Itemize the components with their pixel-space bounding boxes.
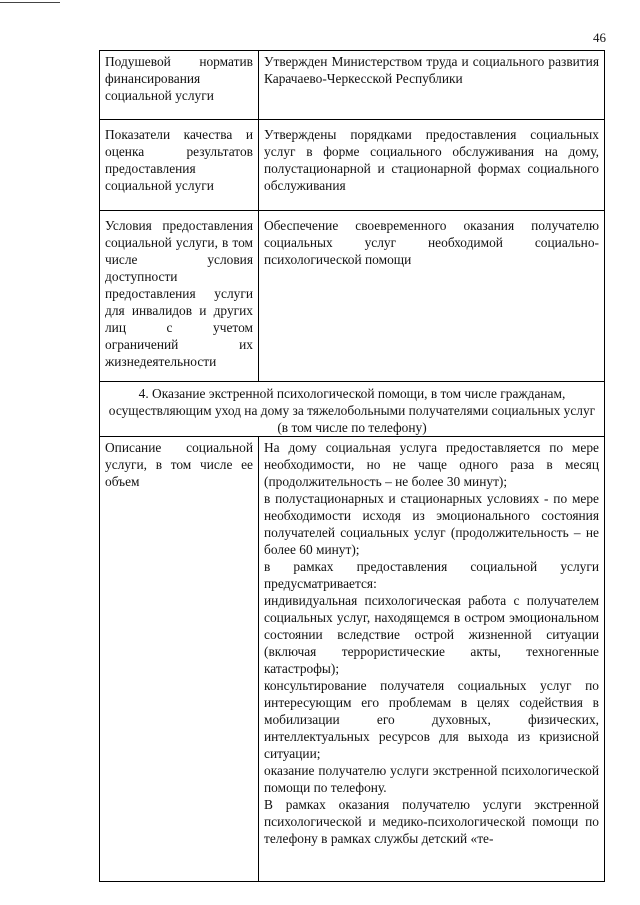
row-label: Описание социальной услуги, в том числе ее объем bbox=[100, 437, 259, 882]
description-paragraph: в полустационарных и стационарных условиях - по мере необходимости исходя из эмоционального состояния получателей социальных услуг (продолжительность – не более 60 минут); bbox=[264, 491, 599, 557]
row-value: Обеспечение своевременного оказания получателю социальных услуг необходимой социально-психологической помощи bbox=[259, 211, 605, 382]
table-row bbox=[100, 211, 605, 382]
description-paragraph: В рамках оказания получателю услуги экстренной психологической и медико-психологической помощи по телефону в рамках службы детский «те- bbox=[264, 797, 599, 846]
table-row bbox=[100, 51, 605, 120]
description-paragraph: консультирование получателя социальных услуг по интересующим его проблемам в целях содействия в мобилизации его духовных, физических, интеллектуальных ресурсов для выхода из кризисной ситуации; bbox=[264, 678, 599, 761]
section-heading-row bbox=[100, 382, 605, 437]
row-value: Утверждены порядками предоставления социальных услуг в форме социального обслуживания на дому, полустационарной и стационарной формах социального обслуживания bbox=[259, 120, 605, 211]
top-rule bbox=[0, 2, 60, 3]
services-table bbox=[99, 50, 605, 882]
page-number: 46 bbox=[593, 30, 606, 45]
row-label: Показатели качества и оценка результатов предоставления социальной услуги bbox=[100, 120, 259, 211]
description-paragraph: в рамках предоставления социальной услуги предусматривается: bbox=[264, 559, 599, 591]
description-paragraph: оказание получателю услуги экстренной психологической помощи по телефону. bbox=[264, 763, 599, 795]
service-description bbox=[259, 437, 605, 882]
row-value: Утвержден Министерством труда и социального развития Карачаево-Черкесской Республики bbox=[259, 51, 605, 120]
table-row bbox=[100, 120, 605, 211]
row-label: Условия предоставления социальной услуги, в том числе условия доступности предоставления услуги для инвалидов и других лиц с учетом ограничений их жизнедеятельности bbox=[100, 211, 259, 382]
description-paragraph: На дому социальная услуга предоставляется по мере необходимости, но не чаще одного раза в месяц (продолжительность – не более 30 минут); bbox=[264, 440, 599, 489]
section-heading: 4. Оказание экстренной психологической помощи, в том числе гражданам, осуществляющим уход на дому за тяжелобольными получателями социальных услуг (в том числе по телефону) bbox=[100, 382, 605, 437]
row-label: Подушевой норматив финансирования социальной услуги bbox=[100, 51, 259, 120]
description-paragraph: индивидуальная психологическая работа с получателем социальных услуг, находящемся в остром эмоциональном состоянии вследствие острой жизненной ситуации (включая террористические акты, техногенные катастрофы); bbox=[264, 593, 599, 676]
table-row bbox=[100, 437, 605, 882]
